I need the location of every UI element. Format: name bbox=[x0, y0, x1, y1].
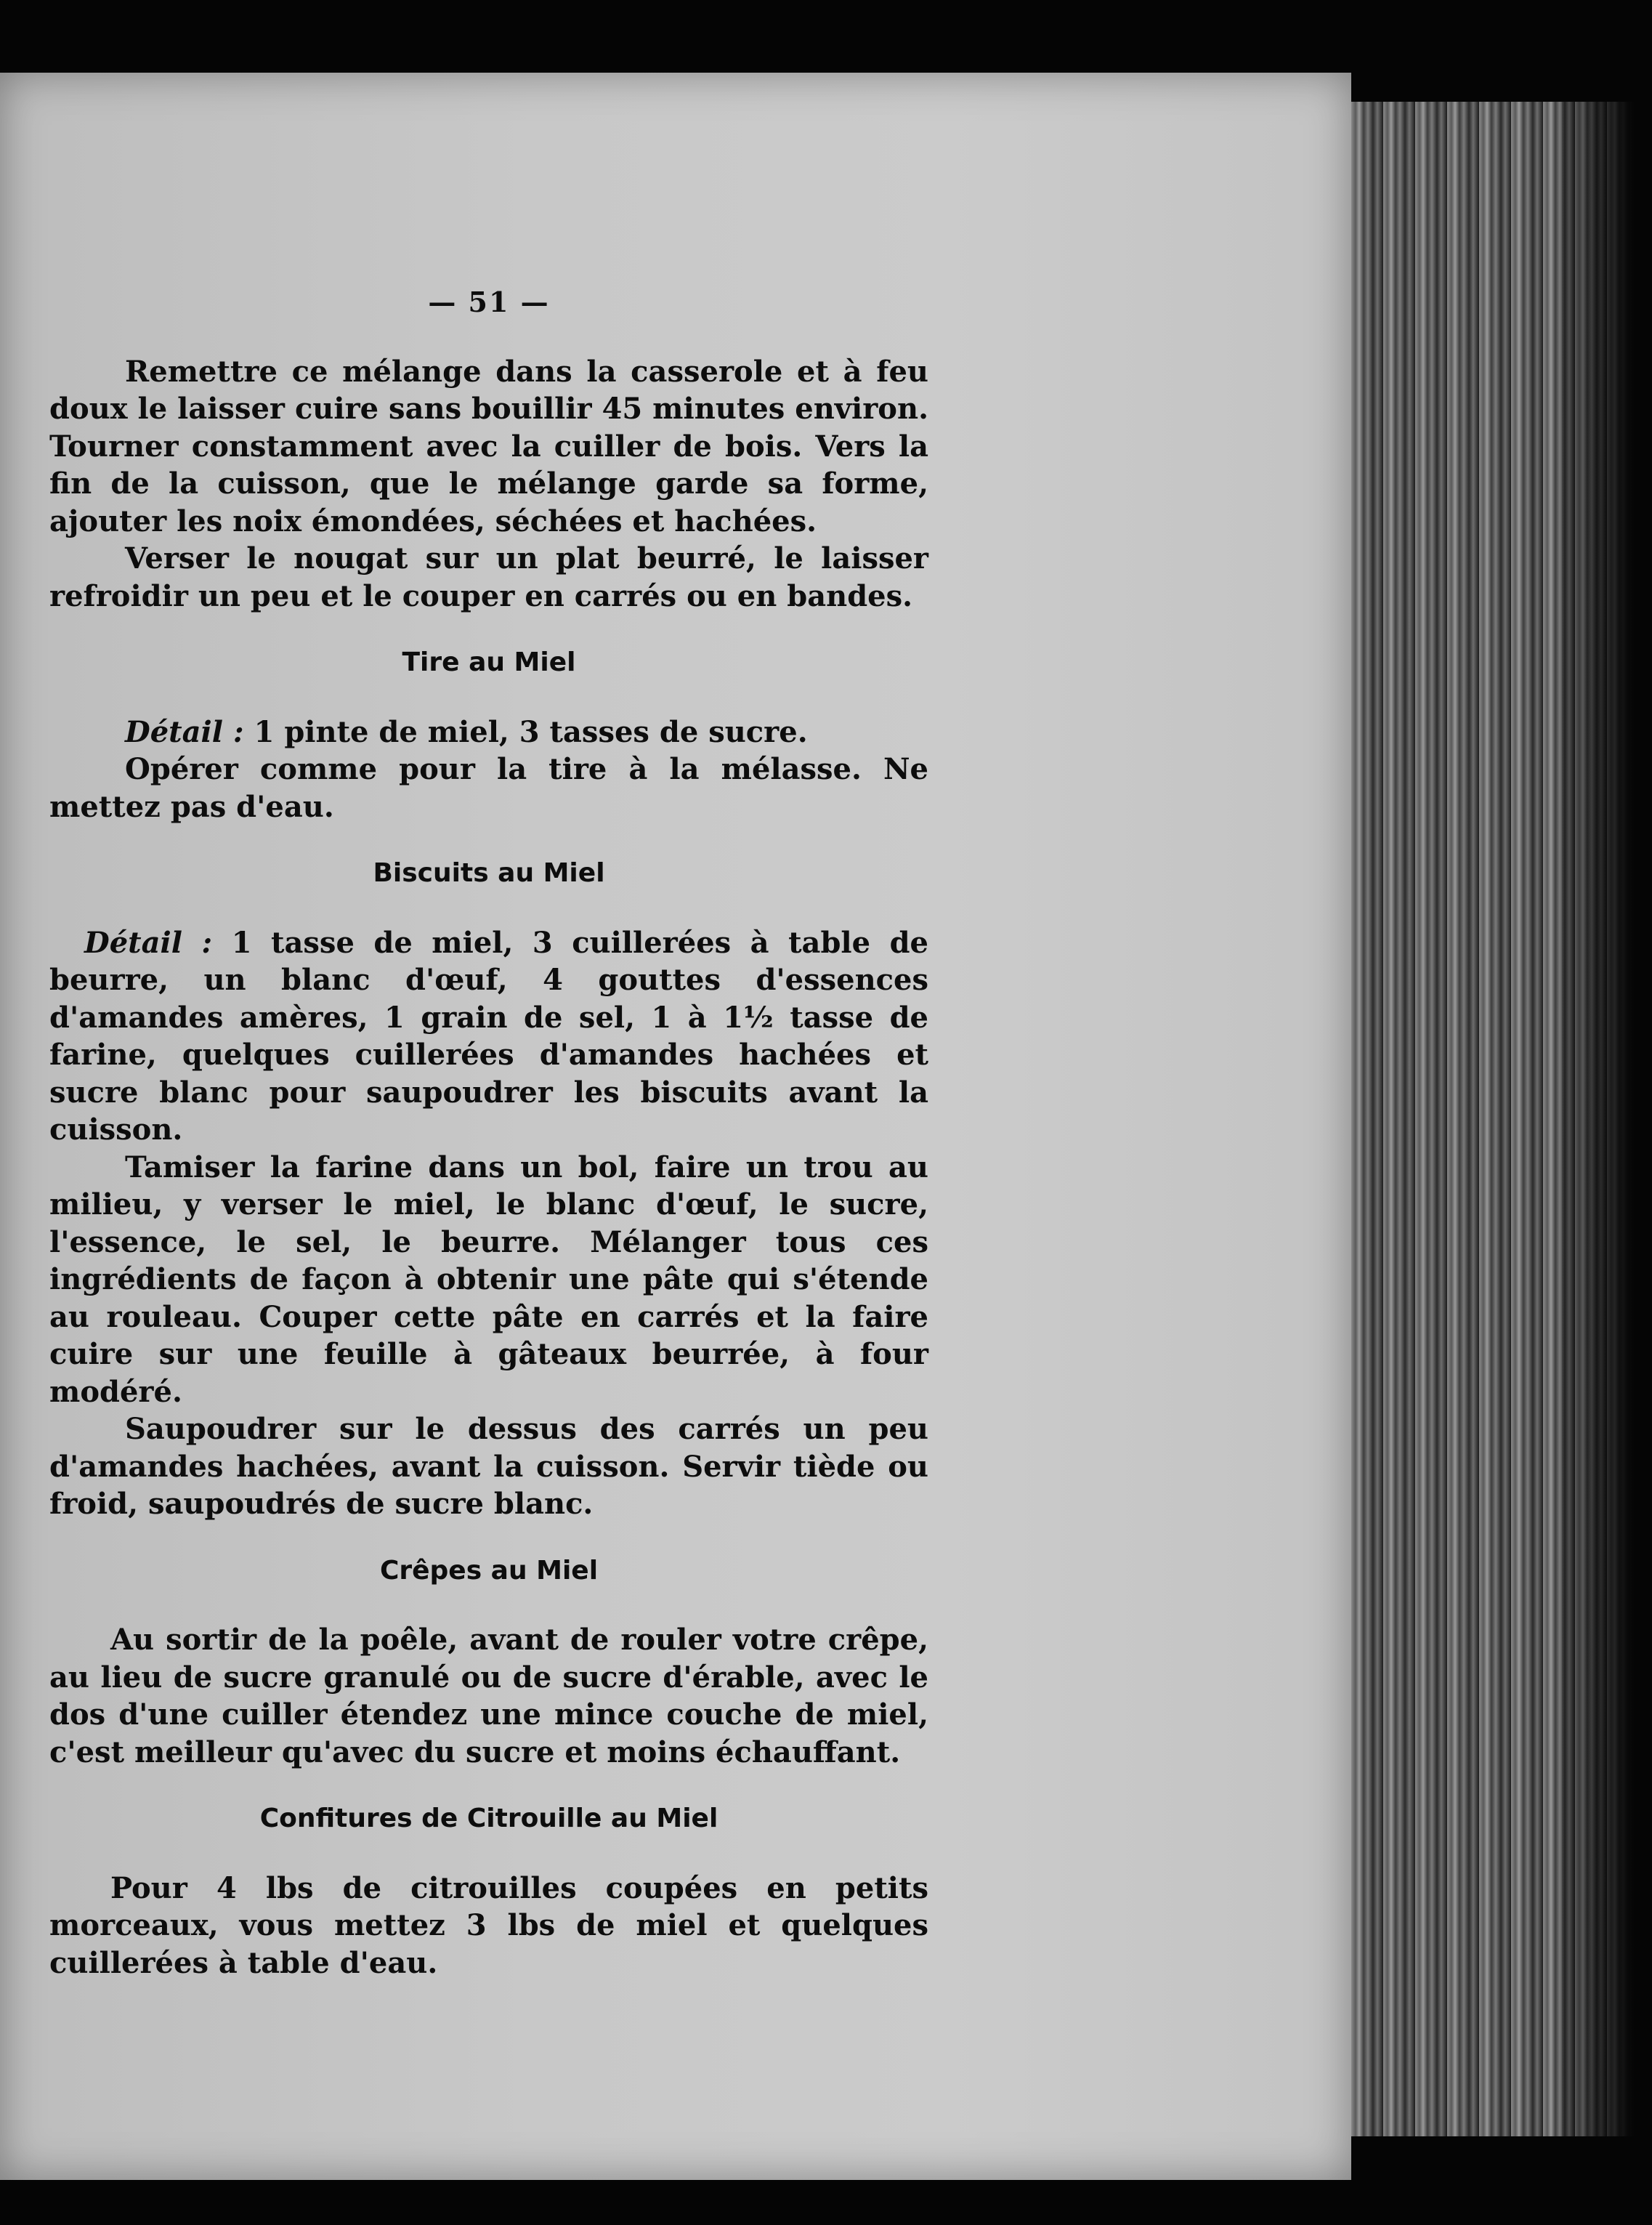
book-edge-shadow bbox=[1562, 102, 1652, 2136]
paragraph: Au sortir de la poêle, avant de rouler votre crêpe, au lieu de sucre granulé ou de sucre d'érable, avec le dos d'une cuiller étendez une mince couche de miel, c'est meilleur qu'avec du sucre et moins échauffant. bbox=[49, 1623, 928, 1769]
detail-line bbox=[49, 714, 928, 751]
detail-text: 1 pinte de miel, 3 tasses de sucre. bbox=[254, 714, 808, 749]
paragraph: Pour 4 lbs de citrouilles coupées en petits morceaux, vous mettez 3 lbs de miel et quelques cuillerées à table d'eau. bbox=[49, 1870, 928, 1980]
page-number: — 51 — bbox=[428, 286, 550, 318]
paragraph: Opérer comme pour la tire à la mélasse. Ne mettez pas d'eau. bbox=[49, 752, 928, 824]
paragraph: Verser le nougat sur un plat beurré, le laisser refroidir un peu et le couper en carrés ou en bandes. bbox=[49, 541, 928, 613]
page-text bbox=[49, 283, 928, 1982]
section-heading: Tire au Miel bbox=[402, 647, 576, 677]
detail-label: Détail : bbox=[125, 714, 244, 749]
detail-text: 1 tasse de miel, 3 cuillerées à table de beurre, un blanc d'œuf, 4 gouttes d'essences d'amandes amères, 1 grain de sel, 1 à 1½ tasse de farine, quelques cuillerées d'amandes hachées et sucre blanc pour saupoudrer les biscuits avant la cuisson. bbox=[49, 925, 928, 1147]
paragraph: Remettre ce mélange dans la casserole et à feu doux le laisser cuire sans bouillir 45 minutes environ. Tourner constamment avec la cuiller de bois. Vers la fin de la cuisson, que le mélange garde sa forme, ajouter les noix émondées, séchées et hachées. bbox=[49, 354, 928, 538]
detail-line bbox=[49, 924, 928, 1149]
detail-label: Détail : bbox=[84, 925, 213, 960]
section-heading: Biscuits au Miel bbox=[373, 858, 605, 888]
paragraph: Saupoudrer sur le dessus des carrés un peu d'amandes hachées, avant la cuisson. Servir tiède ou froid, saupoudrés de sucre blanc. bbox=[49, 1412, 928, 1521]
paragraph: Tamiser la farine dans un bol, faire un trou au milieu, y verser le miel, le blanc d'œuf, le sucre, l'essence, le sel, le beurre. Mélanger tous ces ingrédients de façon à obtenir une pâte qui s'étende au rouleau. Couper cette pâte en carrés et la faire cuire sur une feuille à gâteaux beurrée, à four modéré. bbox=[49, 1150, 928, 1409]
section-heading: Crêpes au Miel bbox=[379, 1555, 599, 1586]
section-heading: Confitures de Citrouille au Miel bbox=[259, 1804, 718, 1833]
